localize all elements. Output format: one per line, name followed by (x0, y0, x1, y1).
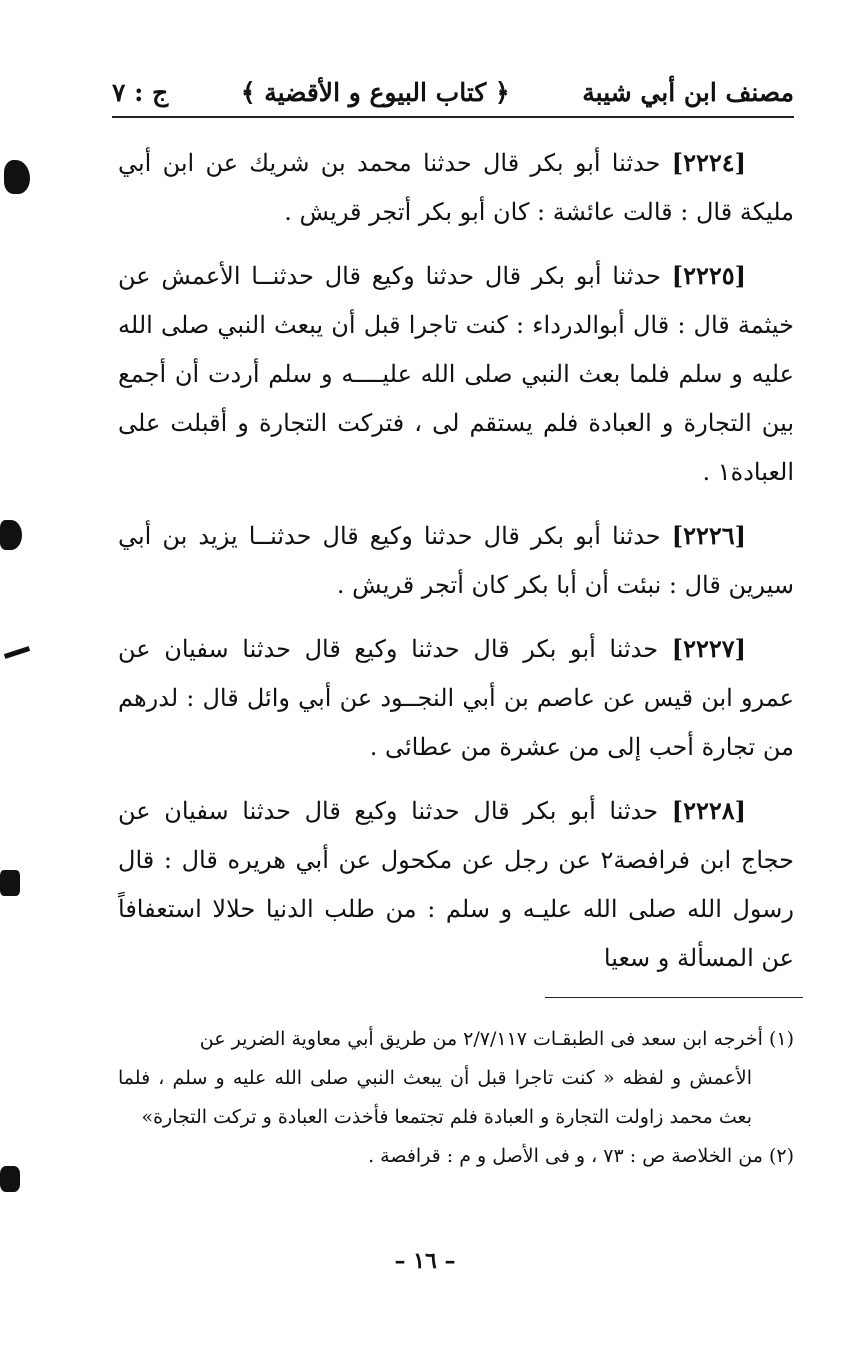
footnote-continuation: الأعمش و لفظه « كنت تاجرا قبل أن يبعث النبي صلى الله عليه و سلم ، فلما بعث محمد زاولت التجارة و العبادة فلم تجتمعا فأخذت العبادة و تركت التجارة» (118, 1067, 752, 1128)
footnotes (118, 1020, 794, 1176)
footnote-separator (545, 997, 803, 998)
hadith-text: حدثنا أبو بكر قال حدثنا وكيع قال حدثنا سفيان عن عمرو ابن قيس عن عاصم بن أبي النجــود عن أبي وائل قال : لدرهم من تجارة أحب إلى من عشرة من عطائى . (118, 635, 794, 761)
volume-label: ج : ٧ (112, 77, 169, 107)
footnote-marker: (١) (768, 1028, 794, 1050)
hadith-number: [٢٢٢٨] (671, 796, 746, 825)
scan-mark (0, 520, 22, 550)
header-rule (112, 116, 794, 118)
hadith-paragraph (118, 251, 794, 497)
footnote-text: من الخلاصة ص : ٧٣ ، و فى الأصل و م : قرافصة . (368, 1145, 763, 1167)
footnote (118, 1137, 794, 1176)
scan-mark (4, 160, 30, 194)
hadith-paragraph (118, 138, 794, 237)
hadith-paragraph (118, 786, 794, 983)
hadith-text: حدثنا أبو بكر قال حدثنا وكيع قال حدثنا سفيان عن حجاج ابن فرافصة٢ عن رجل عن مكحول عن أبي هريره قال : قال رسول الله صلى الله عليـه و سلم : من طلب الدنيا حلالا استعفافاً عن المسألة و سعيا (118, 797, 794, 972)
hadith-number: [٢٢٢٥] (671, 261, 746, 290)
main-text (118, 138, 794, 997)
page-number: – ١٦ – (394, 1248, 456, 1274)
chapter-title: ﴿ كتاب البيوع و الأقضية ﴾ (240, 77, 510, 107)
hadith-text: حدثنا أبو بكر قال حدثنا محمد بن شريك عن ابن أبي مليكة قال : قالت عائشة : كان أبو بكر أتجر قريش . (118, 149, 794, 226)
hadith-paragraph (118, 624, 794, 772)
scan-mark (0, 1166, 20, 1192)
hadith-text: حدثنا أبو بكر قال حدثنا وكيع قال حدثنــا الأعمش عن خيثمة قال : قال أبوالدرداء : كنت تاجرا قبل أن يبعث النبي صلى الله عليه و سلم فلما بعث النبي صلى الله عليــــه و سلم أردت أن أجمع بين التجارة و العبادة فلم يستقم لى ، فتركت التجارة و أقبلت على العبادة١ . (118, 262, 794, 486)
hadith-text: حدثنا أبو بكر قال حدثنا وكيع قال حدثنــا يزيد بن أبي سيرين قال : نبئت أن أبا بكر كان أتجر قريش . (118, 522, 794, 599)
footnote-text: أخرجه ابن سعد فى الطبقـات ٢/٧/١١٧ من طريق أبي معاوية الضرير عن (199, 1028, 763, 1050)
hadith-number: [٢٢٢٦] (671, 521, 746, 550)
scan-mark (0, 870, 20, 896)
page-header (112, 66, 794, 118)
footnote-marker: (٢) (768, 1145, 794, 1167)
scan-mark (4, 646, 30, 659)
book-title: مصنف ابن أبي شيبة (582, 77, 794, 107)
footnote (118, 1020, 794, 1137)
hadith-number: [٢٢٢٧] (671, 634, 746, 663)
hadith-paragraph (118, 511, 794, 610)
hadith-number: [٢٢٢٤] (671, 148, 746, 177)
